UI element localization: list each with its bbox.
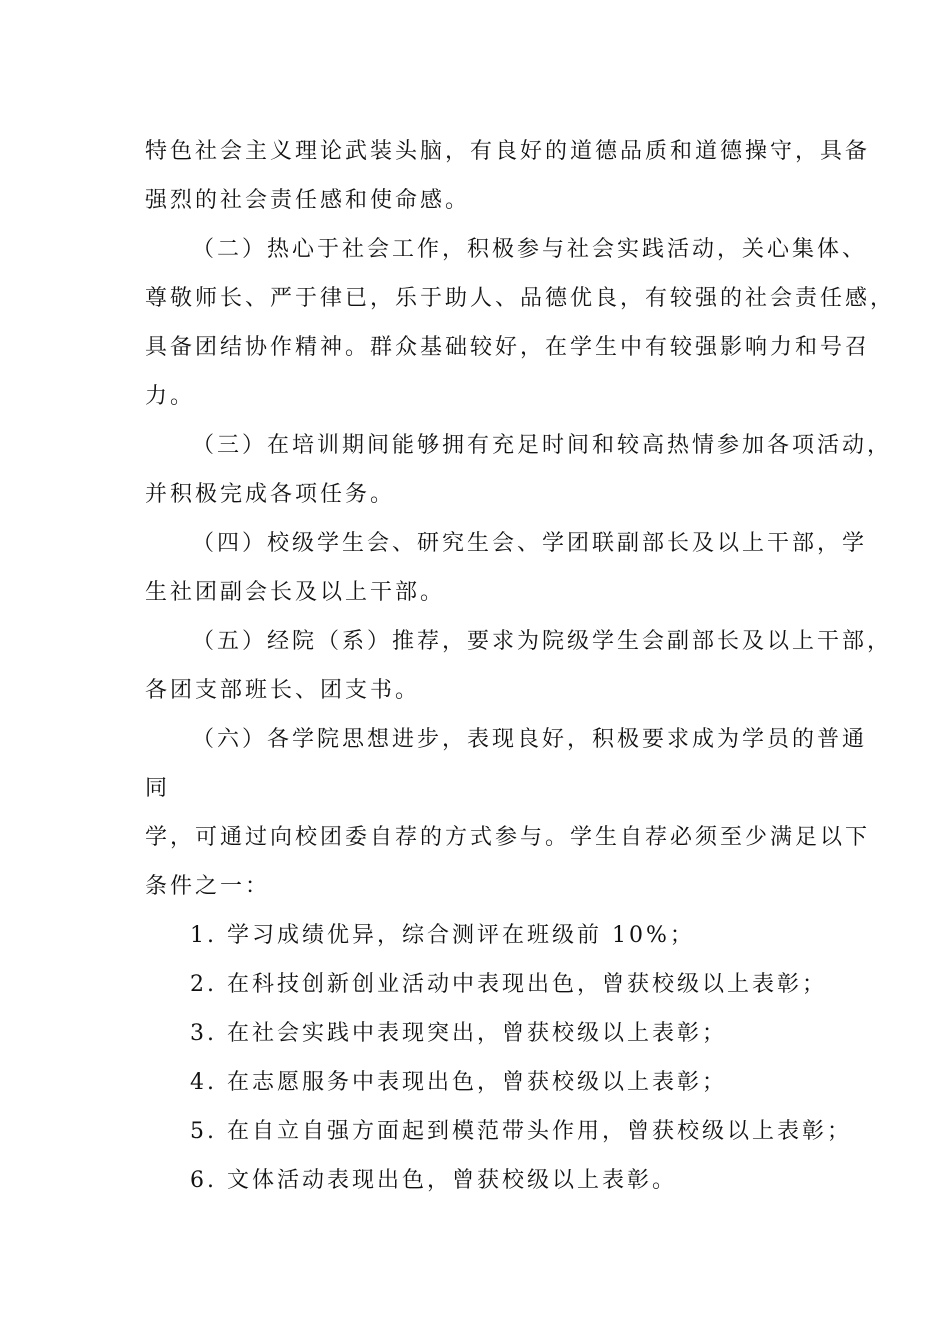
paragraph-line: 学，可通过向校团委自荐的方式参与。学生自荐必须至少满足以下	[145, 825, 871, 850]
list-item: 1. 学习成绩优异，综合测评在班级前 10%；	[190, 923, 695, 948]
paragraph-line: 特色社会主义理论武装头脑，有良好的道德品质和道德操守，具备	[145, 139, 871, 164]
paragraph-line: 各团支部班长、团支书。	[145, 678, 421, 703]
paragraph-line: 强烈的社会责任感和使命感。	[145, 188, 471, 213]
section-heading-6: （六）各学院思想进步，表现良好，积极要求成为学员的普通	[192, 727, 868, 752]
list-item: 3. 在社会实践中表现突出，曾获校级以上表彰；	[190, 1021, 727, 1046]
paragraph-line: 力。	[145, 384, 196, 409]
paragraph-line: 条件之一：	[145, 874, 271, 899]
paragraph-line: 具备团结协作精神。群众基础较好，在学生中有较强影响力和号召	[145, 335, 871, 360]
list-item: 4. 在志愿服务中表现出色，曾获校级以上表彰；	[190, 1070, 727, 1095]
section-heading-2: （二）热心于社会工作，积极参与社会实践活动，关心集体、	[192, 237, 868, 262]
section-heading-5: （五）经院（系）推荐，要求为院级学生会副部长及以上干部，	[192, 629, 893, 654]
list-item: 6. 文体活动表现出色，曾获校级以上表彰。	[190, 1168, 677, 1193]
paragraph-line: 并积极完成各项任务。	[145, 482, 396, 507]
section-heading-3: （三）在培训期间能够拥有充足时间和较高热情参加各项活动，	[192, 433, 893, 458]
list-item: 5. 在自立自强方面起到模范带头作用，曾获校级以上表彰；	[190, 1119, 852, 1144]
paragraph-line: 同	[145, 776, 171, 801]
list-item: 2. 在科技创新创业活动中表现出色，曾获校级以上表彰；	[190, 972, 827, 997]
section-heading-4: （四）校级学生会、研究生会、学团联副部长及以上干部，学	[192, 531, 868, 556]
paragraph-line: 尊敬师长、严于律已，乐于助人、品德优良，有较强的社会责任感，	[145, 286, 896, 311]
paragraph-line: 生社团副会长及以上干部。	[145, 580, 446, 605]
